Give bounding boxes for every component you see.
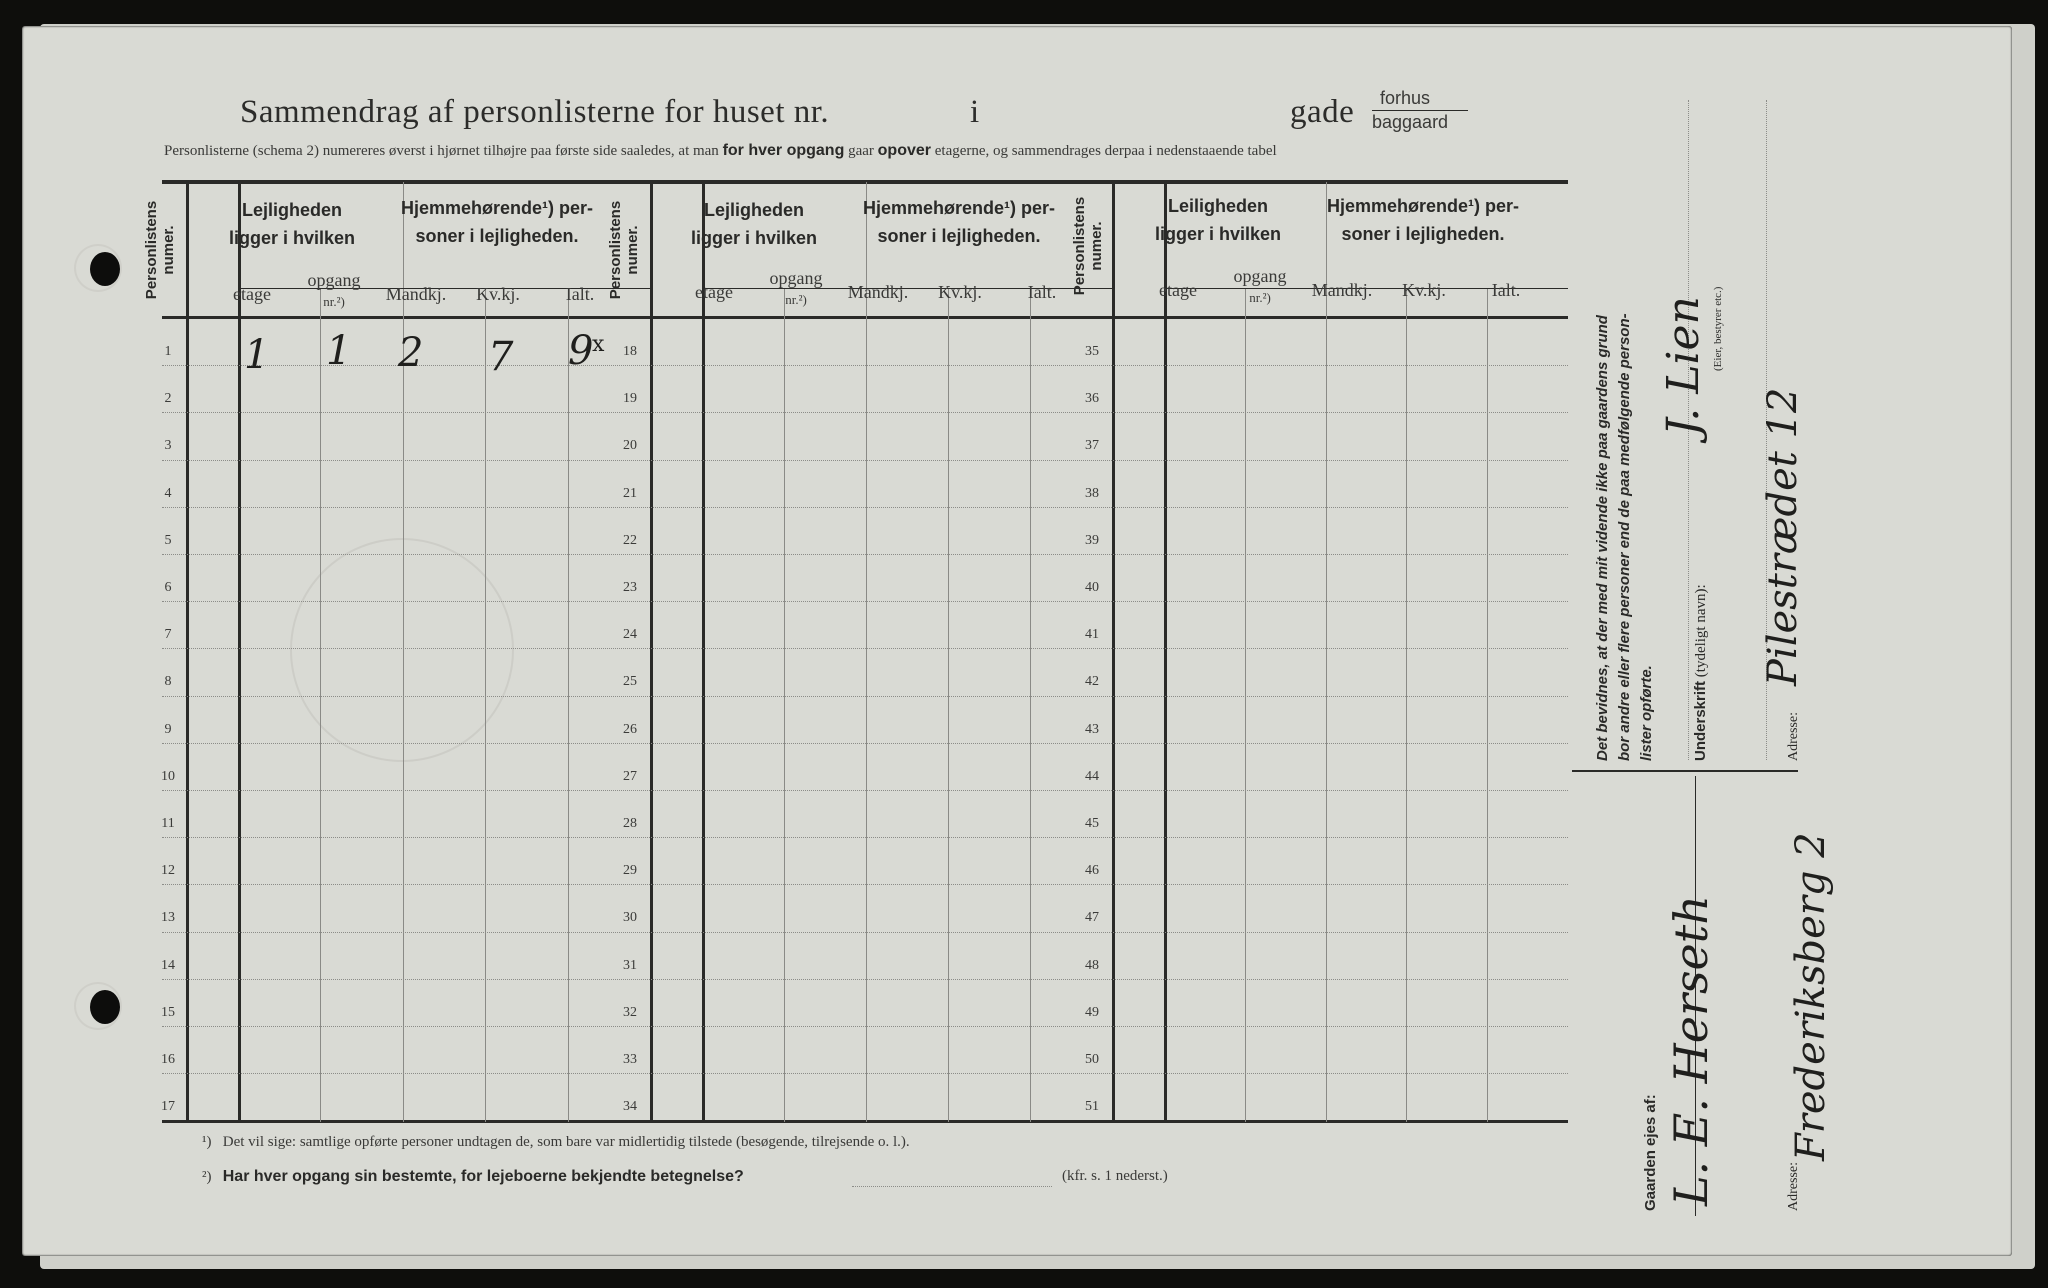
footnote-2: ²) Har hver opgang sin bestemte, for lejeboerne bekjendte betegnelse? bbox=[202, 1168, 744, 1185]
header-mandkj-3: Mandkj. bbox=[1311, 280, 1373, 300]
row-number: 32 bbox=[623, 1005, 637, 1020]
column-rule-thick bbox=[1164, 182, 1167, 1122]
column-rule-thin bbox=[1030, 288, 1031, 1122]
row-dotted-rule bbox=[162, 1026, 1568, 1027]
row-number: 50 bbox=[1085, 1052, 1099, 1067]
signature: J. Lien bbox=[1658, 296, 1709, 436]
row-number: 29 bbox=[623, 863, 637, 878]
header-ialt-1: Ialt. bbox=[565, 284, 595, 304]
owner-name: L. E. Herseth bbox=[1664, 895, 1718, 1206]
row-number: 40 bbox=[1085, 580, 1099, 595]
row-dotted-rule bbox=[162, 790, 1568, 791]
row-dotted-rule bbox=[162, 837, 1568, 838]
eier-label: (Eier, bestyrer etc.) bbox=[1712, 286, 1724, 371]
forhus-divider bbox=[1372, 110, 1468, 111]
row-number: 49 bbox=[1085, 1005, 1099, 1020]
column-rule-thick bbox=[238, 182, 241, 1122]
column-rule-thin bbox=[403, 182, 404, 1122]
adresse-value-1: Pilestrædet 12 bbox=[1760, 387, 1806, 686]
header-kvkj-1: Kv.kj. bbox=[476, 284, 520, 304]
header-opgang-2: opgang nr.²) bbox=[769, 268, 823, 307]
header-ialt-2: Ialt. bbox=[1027, 282, 1057, 302]
header-hjemmehorende-1: Hjemmehørende¹) per- soner i lejligheden. bbox=[400, 198, 594, 246]
row-number: 47 bbox=[1085, 910, 1099, 925]
title-i: i bbox=[970, 94, 980, 130]
header-hjemmehorende-2: Hjemmehørende¹) per- soner i lejligheden. bbox=[862, 198, 1056, 246]
gaarden-label: Gaarden ejes af: bbox=[1642, 1094, 1659, 1211]
table-bottom-rule bbox=[162, 1120, 1568, 1123]
row-number: 8 bbox=[164, 674, 172, 689]
header-personlistens-2: Personlistens numer. bbox=[607, 200, 641, 300]
table-top-rule bbox=[162, 180, 1568, 184]
row-number: 5 bbox=[164, 533, 172, 548]
header-hjemmehorende-3: Hjemmehørende¹) per- soner i lejligheden. bbox=[1326, 196, 1520, 244]
entry-row1-kvkj: 7 bbox=[488, 334, 514, 380]
entry-row1-mandkj: 2 bbox=[398, 330, 424, 376]
row-number: 26 bbox=[623, 722, 637, 737]
row-number: 23 bbox=[623, 580, 637, 595]
header-personlistens-1: Personlistens numer. bbox=[143, 200, 177, 300]
punch-hole-top bbox=[74, 244, 122, 292]
row-dotted-rule bbox=[162, 460, 1568, 461]
column-rule-thick bbox=[1112, 182, 1115, 1122]
row-number: 12 bbox=[161, 863, 175, 878]
row-dotted-rule bbox=[162, 601, 1568, 602]
row-number: 38 bbox=[1085, 486, 1099, 501]
row-dotted-rule bbox=[162, 507, 1568, 508]
side-divider-horizontal bbox=[1572, 770, 1798, 772]
header-opgang-3: opgang nr.²) bbox=[1233, 266, 1287, 305]
row-number: 28 bbox=[623, 816, 637, 831]
footnote-2-ref: (kfr. s. 1 nederst.) bbox=[1062, 1168, 1168, 1184]
header-kvkj-3: Kv.kj. bbox=[1402, 280, 1446, 300]
row-number: 33 bbox=[623, 1052, 637, 1067]
row-number: 13 bbox=[161, 910, 175, 925]
header-lejligheden-2: Lejligheden ligger i hvilken bbox=[690, 200, 818, 248]
column-rule-thick bbox=[650, 182, 653, 1122]
row-dotted-rule bbox=[162, 884, 1568, 885]
header-bottom-rule bbox=[162, 316, 1568, 319]
row-number: 7 bbox=[164, 627, 172, 642]
row-number: 14 bbox=[161, 958, 175, 973]
row-dotted-rule bbox=[162, 365, 1568, 366]
row-number: 25 bbox=[623, 674, 637, 689]
instruction-line: Personlisterne (schema 2) numereres øverst i hjørnet tilhøjre paa første side saaledes, at man for hver opgang gaar opover etagerne, og sammendrages derpaa i nedenstaaende tabel bbox=[164, 142, 1277, 159]
header-ialt-3: Ialt. bbox=[1491, 280, 1521, 300]
column-rule-thin bbox=[1487, 288, 1488, 1122]
column-rule-thick bbox=[186, 182, 189, 1122]
row-number: 42 bbox=[1085, 674, 1099, 689]
row-dotted-rule bbox=[162, 932, 1568, 933]
row-number: 16 bbox=[161, 1052, 175, 1067]
row-number: 2 bbox=[164, 391, 172, 406]
entry-row1-etage: 1 bbox=[244, 332, 270, 378]
row-number: 46 bbox=[1085, 863, 1099, 878]
footnote-1: ¹) Det vil sige: samtlige opførte personer undtagen de, som bare var midlertidig tilstede (besøgende, tilrejsende o. l.). bbox=[202, 1134, 910, 1150]
footnote-2-answer-line bbox=[852, 1186, 1052, 1187]
row-number: 10 bbox=[161, 769, 175, 784]
row-number: 4 bbox=[164, 486, 172, 501]
column-rule-thin bbox=[784, 288, 785, 1122]
row-number: 18 bbox=[623, 344, 637, 359]
row-number: 37 bbox=[1085, 438, 1099, 453]
title-forhus: forhus bbox=[1380, 88, 1431, 108]
row-number: 36 bbox=[1085, 391, 1099, 406]
row-dotted-rule bbox=[162, 696, 1568, 697]
census-form-sheet bbox=[22, 26, 2012, 1256]
row-number: 45 bbox=[1085, 816, 1099, 831]
header-opgang-1: opgang nr.²) bbox=[307, 270, 361, 309]
column-rule-thin bbox=[485, 288, 486, 1122]
adresse-label-1: Adresse: bbox=[1786, 712, 1801, 761]
row-number: 15 bbox=[161, 1005, 175, 1020]
header-etage-3: etage bbox=[1159, 280, 1197, 300]
column-rule-thin bbox=[568, 288, 569, 1122]
row-number: 30 bbox=[623, 910, 637, 925]
title-gade: gade bbox=[1290, 94, 1355, 130]
row-dotted-rule bbox=[162, 648, 1568, 649]
column-rule-thin bbox=[320, 288, 321, 1122]
row-number: 21 bbox=[623, 486, 637, 501]
row-number: 17 bbox=[161, 1099, 175, 1114]
row-number: 35 bbox=[1085, 344, 1099, 359]
entry-row1-mark: x bbox=[592, 332, 605, 357]
row-number: 11 bbox=[161, 816, 175, 831]
underskrift-label: Underskrift (tydeligt navn): bbox=[1692, 584, 1709, 761]
entry-row1-ialt: 9 bbox=[568, 328, 594, 374]
column-rule-thin bbox=[1406, 288, 1407, 1122]
row-number: 20 bbox=[623, 438, 637, 453]
row-number: 48 bbox=[1085, 958, 1099, 973]
column-rule-thick bbox=[702, 182, 705, 1122]
row-number: 27 bbox=[623, 769, 637, 784]
row-number: 51 bbox=[1085, 1099, 1099, 1114]
header-etage-1: etage bbox=[233, 284, 271, 304]
row-dotted-rule bbox=[162, 554, 1568, 555]
row-number: 3 bbox=[164, 438, 172, 453]
header-lejligheden-1: Lejligheden ligger i hvilken bbox=[228, 200, 356, 248]
row-number: 19 bbox=[623, 391, 637, 406]
row-number: 34 bbox=[623, 1099, 637, 1114]
column-rule-thin bbox=[1326, 182, 1327, 1122]
punch-hole-bottom bbox=[74, 982, 122, 1030]
row-number: 44 bbox=[1085, 769, 1099, 784]
row-number: 1 bbox=[164, 344, 172, 359]
title-baggaard: baggaard bbox=[1372, 112, 1449, 132]
column-rule-thin bbox=[1245, 288, 1246, 1122]
row-number: 41 bbox=[1085, 627, 1099, 642]
header-etage-2: etage bbox=[695, 282, 733, 302]
column-rule-thin bbox=[948, 288, 949, 1122]
row-number: 9 bbox=[164, 722, 172, 737]
row-number: 24 bbox=[623, 627, 637, 642]
header-mandkj-2: Mandkj. bbox=[847, 282, 909, 302]
row-number: 39 bbox=[1085, 533, 1099, 548]
certification-text: Det bevidnes, at der med mit vidende ikke paa gaardens grund bor andre eller flere personer end de paa medfølgende person- lister opførte. bbox=[1594, 313, 1655, 761]
header-kvkj-2: Kv.kj. bbox=[938, 282, 982, 302]
row-dotted-rule bbox=[162, 743, 1568, 744]
row-dotted-rule bbox=[162, 412, 1568, 413]
faint-stamp bbox=[290, 538, 514, 762]
owner-adresse-value: Frederiksberg 2 bbox=[1788, 832, 1834, 1161]
row-number: 22 bbox=[623, 533, 637, 548]
row-number: 43 bbox=[1085, 722, 1099, 737]
header-personlistens-3: Personlistens numer. bbox=[1071, 196, 1105, 296]
row-dotted-rule bbox=[162, 1073, 1568, 1074]
form-title: Sammendrag af personlisterne for huset nr. bbox=[240, 94, 830, 130]
column-rule-thin bbox=[866, 182, 867, 1122]
header-mandkj-1: Mandkj. bbox=[385, 284, 447, 304]
row-number: 31 bbox=[623, 958, 637, 973]
adresse-label-2: Adresse: bbox=[1786, 1162, 1801, 1211]
row-number: 6 bbox=[164, 580, 172, 595]
entry-row1-opgang: 1 bbox=[326, 328, 352, 374]
row-dotted-rule bbox=[162, 979, 1568, 980]
header-leiligheden-3: Leiligheden ligger i hvilken bbox=[1154, 196, 1282, 244]
